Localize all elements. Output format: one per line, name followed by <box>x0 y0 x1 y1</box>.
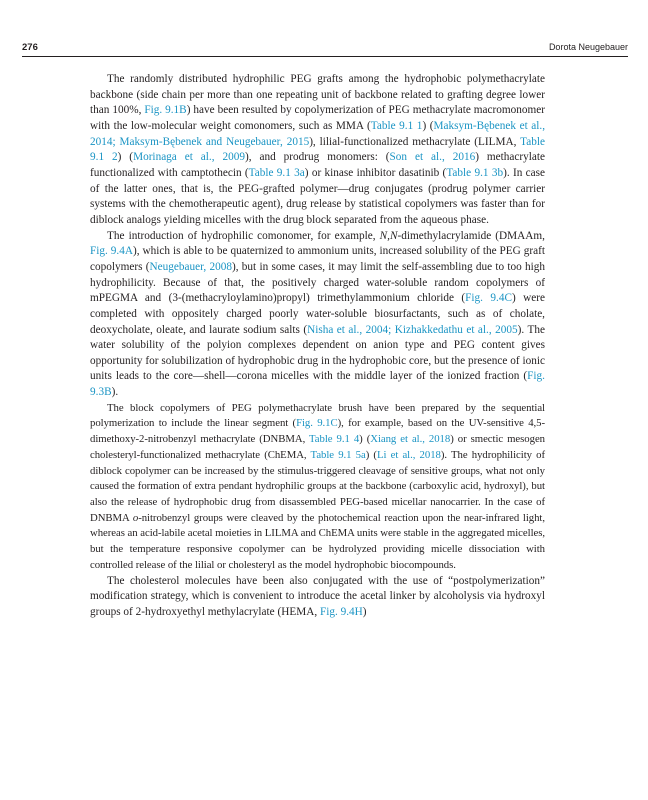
header-rule <box>22 56 628 57</box>
text-run: ), but in some cases, it may limit the self-assembling due to too high hydrophilicity. Because of that, the positively charged water-soluble random copolymers of mPEGMA and (3-(methacryloylamino)propyl) trimethylammonium chloride ( <box>90 260 546 305</box>
running-head: Dorota Neugebauer <box>548 42 628 52</box>
table-link[interactable]: Table 9.1 1 <box>370 119 423 132</box>
paragraph-2 <box>90 229 545 401</box>
text-run: ), for example, based on the UV-sensitive 4,5-dimethoxy-2-nitrobenzyl methacrylate (DNBMA, <box>90 417 546 446</box>
text-run: ). <box>111 386 119 399</box>
citation-link[interactable]: Neugebauer, 2008 <box>149 260 232 273</box>
paragraph-4 <box>90 574 545 621</box>
italic-text: N,N <box>379 229 398 242</box>
text-run: ), which is able to be quaternized to ammonium units, increased solubility of the PEG graft copolymers ( <box>90 245 545 273</box>
text-run: ) ( <box>117 151 134 164</box>
citation-link[interactable]: Xiang et al., 2018 <box>370 433 451 446</box>
text-run: -nitrobenzyl groups were cleaved by the photochemical reaction upon the near-infrared light, whereas an acid-labile acetal moieties in LILMA and ChEMA units were stable in the aggregated micelles, but the temperature responsive copolymer can be hydrolyzed providing micelle dissociation with controlled release of the lilial or cholesteryl as the model hydrophobic biocompounds. <box>90 511 545 571</box>
text-run: ) or kinase inhibitor dasatinib ( <box>304 166 447 179</box>
citation-link[interactable]: Morinaga et al., 2009 <box>133 151 245 164</box>
table-link[interactable]: Table 9.1 4 <box>309 433 360 446</box>
text-run: ) have been resulted by copolymerization of PEG methacrylate macromonomer with the low-molecular weight comonomers, such as MMA ( <box>90 104 545 132</box>
citation-link[interactable]: Son et al., 2016 <box>389 151 476 164</box>
page-header <box>22 40 628 56</box>
figure-link[interactable]: Fig. 9.4A <box>90 245 133 258</box>
paragraph-1 <box>90 72 545 229</box>
text-run: ) methacrylate functionalized with camptothecin ( <box>90 151 545 179</box>
text-run: ), lilial-functionalized methacrylate (LILMA, <box>309 135 521 148</box>
citation-link[interactable]: Maksym-Bębenek et al., 2014; Maksym-Bębenek and Neugebauer, 2015 <box>90 119 546 148</box>
text-run: The randomly distributed hydrophilic PEG grafts among the hydrophobic polymethacrylate backbone (side chain per more than one repeating unit of backbone related to grafting degree lower than 100%, <box>90 73 545 117</box>
text-run: ) ( <box>359 433 371 446</box>
text-run: ) ( <box>422 119 434 132</box>
text-run: ) or smectic mesogen cholesteryl-functionalized methacrylate (ChEMA, <box>90 433 545 461</box>
text-run: The cholesterol molecules have been also conjugated with the use of “postpolymerization” modification strategy, which is convenient to introduce the acetal linker by alcoholysis via hydroxyl groups of 2-hydroxyethyl methylacrylate (HEMA, <box>90 574 545 618</box>
text-run: The block copolymers of PEG polymethacrylate brush have been prepared by the sequential polymerization to include the linear segment ( <box>90 401 545 430</box>
table-link[interactable]: Table 9.1 3b <box>446 166 504 179</box>
table-link[interactable]: Table 9.1 2 <box>90 135 545 164</box>
page-number: 276 <box>22 42 38 53</box>
table-link[interactable]: Table 9.1 5a <box>310 448 366 461</box>
text-run: ), and prodrug monomers: ( <box>244 151 390 164</box>
figure-link[interactable]: Fig. 9.3B <box>90 370 545 399</box>
text-run: ). In case of the latter ones, that is, the PEG-grafted polymer—drug conjugates (prodrug polymer carrier systems with the chemotherapeutic agent), drug release by statistical copolymers was faster than for diblock analogs yielding micelles with the drug block separated from the aqueous phase. <box>90 166 545 226</box>
text-run: ) ( <box>365 448 377 461</box>
text-run: ) were completed with oppositely charged poorly water-soluble biosurfactants, such as of cholate, deoxycholate, oleate, and laurate sodium salts ( <box>90 292 545 336</box>
text-run: The introduction of hydrophilic comonomer, for example, <box>107 229 380 242</box>
citation-link[interactable]: Li et al., 2018 <box>376 448 441 461</box>
italic-text: o <box>132 511 139 524</box>
text-run: -dimethylacrylamide (DMAAm, <box>397 229 545 242</box>
table-link[interactable]: Table 9.1 3a <box>248 166 305 179</box>
body-text <box>90 72 545 620</box>
text-run: ) <box>362 605 367 618</box>
figure-link[interactable]: Fig. 9.1C <box>296 417 338 430</box>
figure-link[interactable]: Fig. 9.4H <box>319 605 363 618</box>
paragraph-3 <box>90 401 545 574</box>
text-run: ). The hydrophilicity of diblock copolymer can be increased by the stimulus-triggered cleavage of sensitive groups, what not only caused the formation of extra pendant hydrophilic groups at the backbone (carboxylic acid, hydroxyl), but also the release of hydrophobic drug from disassembled PEG-based micellar nanocarrier. In the case of DNBMA <box>90 448 545 524</box>
figure-link[interactable]: Fig. 9.1B <box>144 104 187 117</box>
text-run: ). The water solubility of the polyion complexes dependent on anion type and PEG content gives opportunity for solubilization of hydrophobic drug in the hydrophobic core, but the presence of ionic units leads to the core—shell—corona micelles with the middle layer of the ionized fraction ( <box>90 323 545 383</box>
citation-link[interactable]: Nisha et al., 2004; Kizhakkedathu et al., 2005 <box>307 323 518 336</box>
figure-link[interactable]: Fig. 9.4C <box>465 292 512 305</box>
